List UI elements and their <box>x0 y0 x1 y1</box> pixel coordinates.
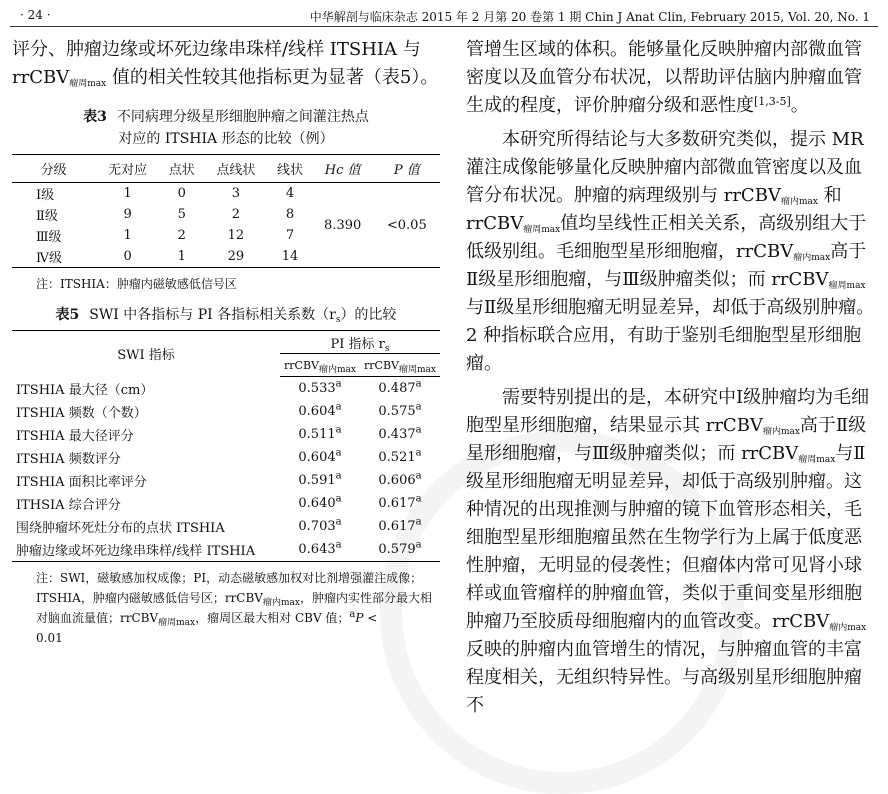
table-row: ITSHIA 频数（个数） 0.604$^a$ 0.575$^a$ <box>16 401 422 421</box>
body-paragraph: 本研究所得结论与大多数研究类似，提示 MR 灌注成像能够量化反映肿瘤内部微血管密度以及血管分布状况。肿瘤的病理级别与 rrCBV$_{瘤内max}$ 和 rrCBV$_{瘤周max}$值均呈线性正相关关系，高级别组大于低级别组。毛细胞型星形细胞瘤，rrCBV$_{瘤内max}$高于Ⅱ级星形细胞瘤，与Ⅲ级肿瘤类似；而 rrCBV$_{瘤周max}$与Ⅱ级星形细胞瘤无明显差异，却低于高级别肿瘤。2 种指标联合应用，有助于鉴别毛细胞型星形细胞瘤。 <box>466 129 875 374</box>
table5-header-row <box>12 331 440 354</box>
table3-header: P 值 <box>393 163 420 178</box>
table-row: 围绕肿瘤坏死灶分布的点状 ITSHIA 0.703$^a$ 0.617$^a$ <box>16 516 422 536</box>
table3-header: 无对应 <box>108 163 148 178</box>
table3-header: 点状 <box>168 163 195 178</box>
page-number: · 24 · <box>20 8 51 22</box>
table5 <box>12 330 440 562</box>
table5-note: 注：SWI，磁敏感加权成像；PI，动态磁敏感加权对比剂增强灌注成像；ITSHIA，肿瘤内磁敏感低信号区；rrCBV$_{瘤内max}$，肿瘤内实性部分最大相对脑血流量值；rrCBV$_{瘤周max}$，瘤周区最大相对 CBV 值；$^a$P < 0.01 <box>36 570 432 645</box>
table-row: Ⅲ级 1 2 12 7 <box>36 228 295 245</box>
hc-value: 8.390 <box>324 217 362 233</box>
table-row: ITSHIA 最大径（cm） 0.533$^a$ 0.487$^a$ <box>16 378 422 398</box>
table5-caption: 表5 SWI 中各指标与 PI 各指标相关系数$(r_s)$的比较 <box>55 307 397 325</box>
table-row: 肿瘤边缘或坏死边缘串珠样/线样 ITSHIA 0.643$^a$ 0.579$^a$ <box>12 538 440 562</box>
table5-indicator-header: SWI 指标 <box>117 348 175 364</box>
table3-header: 分级 <box>40 163 67 178</box>
left-column <box>12 36 440 648</box>
running-header <box>10 0 878 27</box>
table3-header: 点线状 <box>216 163 256 178</box>
table-row: ITHSIA 综合评分 0.640$^a$ 0.617$^a$ <box>16 493 422 513</box>
table5-number: 表5 <box>55 307 80 323</box>
table5-subheader: rrCBV$_{瘤周max}$ <box>360 354 440 377</box>
table5-pi-header: PI 指标 $r_s$ <box>280 331 440 354</box>
table-row: ITSHIA 面积比率评分 0.591$^a$ 0.606$^a$ <box>16 470 422 490</box>
table3-number: 表3 <box>83 109 107 125</box>
body-paragraph: 管增生区域的体积。能够量化反映肿瘤内部微血管密度以及血管分布状况，以帮助评估脑内肿瘤血管生成的程度，评价肿瘤分级和恶性度[1,3-5]。 <box>466 39 862 116</box>
table-row: ITSHIA 频数评分 0.604$^a$ 0.521$^a$ <box>16 447 422 467</box>
right-column <box>466 36 878 720</box>
table3-caption <box>12 106 440 150</box>
citation: [1,3-5] <box>754 95 791 108</box>
table3-title-line1: 不同病理分级星形细胞肿瘤之间灌注热点 <box>116 109 369 125</box>
left-paragraph: 评分、肿瘤边缘或坏死边缘串珠样/线样 ITSHIA 与 rrCBV$_{瘤周max}$ 值的相关性较其他指标更为显著（表5）。 <box>12 39 439 89</box>
table3-title-line2: 对应的 ITSHIA 形态的比较（例） <box>118 131 334 147</box>
table-row: Ⅳ级 0 1 29 14 <box>12 246 440 268</box>
body-paragraph: 需要特别提出的是，本研究中Ⅰ级肿瘤均为毛细胞型星形细胞瘤，结果显示其 rrCBV$_{瘤内max}$高于Ⅱ级星形细胞瘤，与Ⅲ级肿瘤类似；而 rrCBV$_{瘤周max}$与Ⅱ级星形细胞瘤无明显差异，却低于高级别肿瘤。这种情况的出现推测与肿瘤的镜下血管形态相关，毛细胞型星形细胞瘤虽然在生物学行为上属于低度恶性肿瘤，无明显的侵袭性；但瘤体内常可见肾小球样或血管瘤样的肿瘤血管，类似于重间变星形细胞肿瘤乃至胶质母细胞瘤内的血管改变。rrCBV$_{瘤内max}$反映的肿瘤内血管增生的情况，与肿瘤血管的丰富程度相关，无组织特异性。与高级别星形细胞肿瘤不 <box>466 387 870 716</box>
table-row: Ⅰ级 1 0 3 4 8.390 <0.05 <box>12 183 440 205</box>
table5-subheader: rrCBV$_{瘤内max}$ <box>280 354 360 377</box>
table3-note: 注：ITSHIA：肿瘤内磁敏感低信号区 <box>36 277 237 291</box>
table3 <box>12 154 440 268</box>
table-row: ITSHIA 最大径评分 0.511$^a$ 0.437$^a$ <box>16 424 422 444</box>
table3-header: 线状 <box>277 163 304 178</box>
table3-header-row <box>12 155 440 183</box>
table-row: Ⅱ级 9 5 2 8 <box>36 207 295 224</box>
journal-citation: 中华解剖与临床杂志 2015 年 2 月第 20 卷第 1 期 Chin J Anat Clin, February 2015, Vol. 20, No. 1 <box>309 10 870 24</box>
p-value: <0.05 <box>386 217 427 233</box>
table3-header: Hc 值 <box>324 163 361 178</box>
